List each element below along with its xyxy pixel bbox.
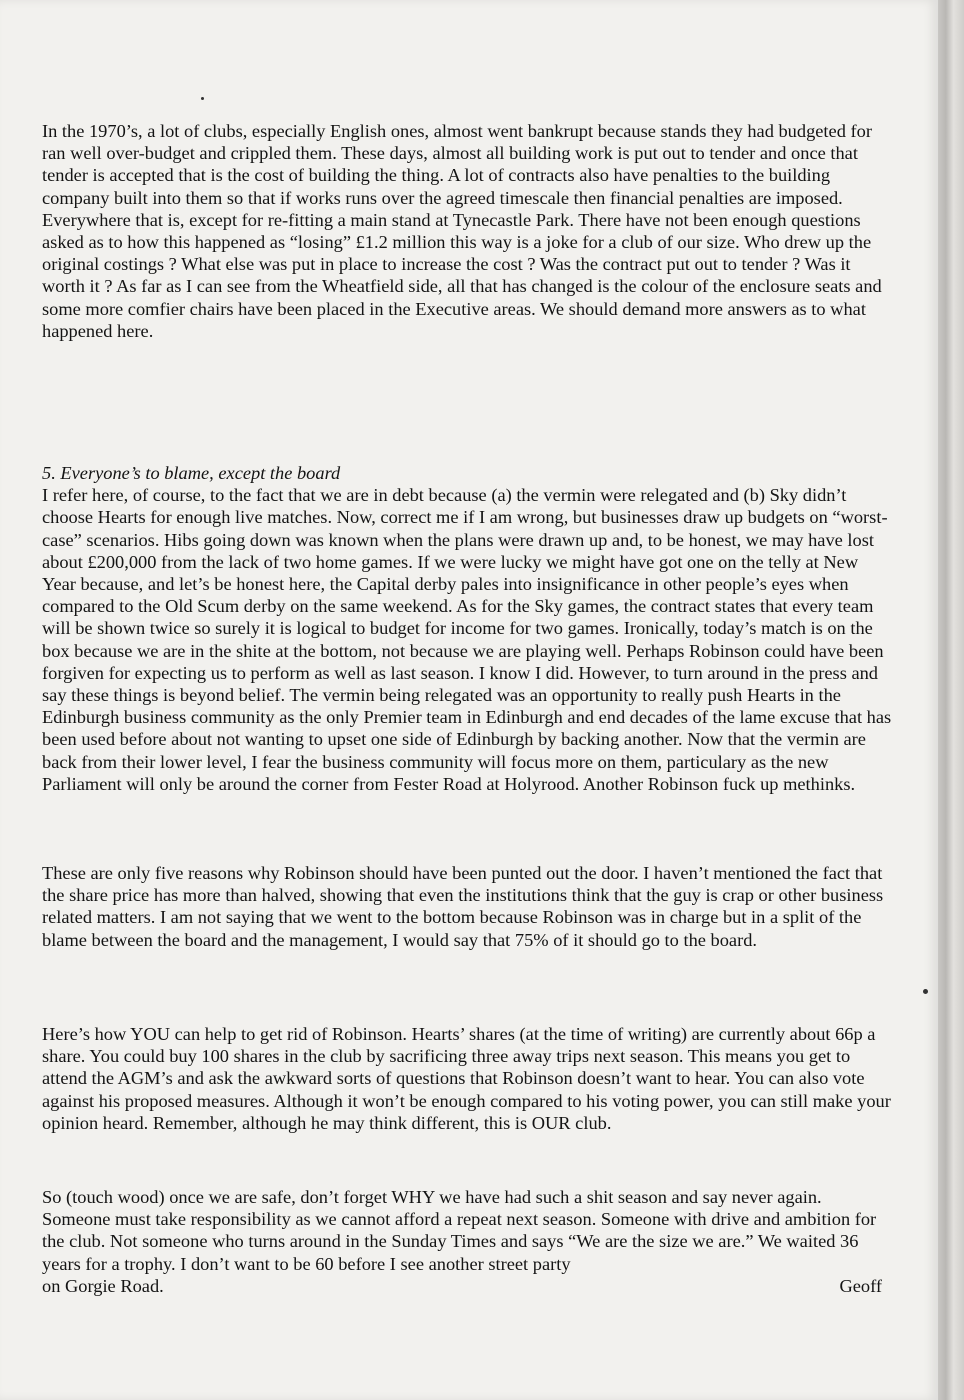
section-heading: 5. Everyone’s to blame, except the board bbox=[42, 463, 341, 483]
paragraph-closing bbox=[42, 1186, 892, 1297]
paragraph-five-reasons bbox=[42, 862, 892, 951]
author-signature: Geoff bbox=[839, 1275, 882, 1296]
paragraph-text: I refer here, of course, to the fact that we are in debt because (a) the vermin were relegated and (b) Sky didn’t choose Hearts for enough live matches. Now, correct me if I am wrong, but businesses draw up budgets on “worst-case” scenarios. Hibs going down was known when the plans were drawn up and, to be honest, we may have lost about £200,000 from the lack of two home games. If we were lucky we might have got one on the telly at New Year because, and let’s be honest here, the Capital derby pales into insignificance in other people’s eyes when compared to the Old Scum derby on the same weekend. As for the Sky games, the contract states that every team will be shown twice so surely it is logical to budget for income for two games. Ironically, today’s match is on the box because we are in the shite at the bottom, not because we are playing well. Perhaps Robinson could have been forgiven for expecting us to perform as well as last season. I know I did. However, to turn around in the press and say these things is beyond belief. The vermin being relegated was an opportunity to really push Hearts in the Edinburgh business community as the only Premier team in Edinburgh and end decades of the lame excuse that has been used before about not wanting to upset one side of Edinburgh by backing another. Now that the vermin are back from their lower level, I fear the business community will focus more on them, particulary as the new Parliament will only be around the corner from Fester Road at Holyrood. Another Robinson fuck up methinks. bbox=[42, 485, 892, 794]
paragraph-text: In the 1970’s, a lot of clubs, especially English ones, almost went bankrupt because stands they had budgeted for ran well over-budget and crippled them. These days, almost all building work is put out to tender and once that tender is accepted that is the cost of building the thing. A lot of contracts also have penalties to the building company built into them so that if works runs over the agreed timescale then financial penalties are imposed. Everywhere that is, except for re-fitting a main stand at Tynecastle Park. There have not been enough questions asked as to how this happened as “losing” £1.2 million this way is a joke for a club of our size. Who drew up the original costings ? What else was put in place to increase the cost ? Was the contract put out to tender ? Was it worth it ? As far as I can see from the Wheatfield side, all that has changed is the colour of the enclosure seats and some more comfier chairs have been placed in the Executive areas. We should demand more answers as to what happened here. bbox=[42, 121, 882, 341]
paragraph-stand-costs bbox=[42, 120, 892, 342]
paragraph-buy-shares bbox=[42, 1023, 892, 1134]
closing-line bbox=[42, 1275, 892, 1297]
speck-mark bbox=[923, 989, 928, 994]
section-everyone-to-blame bbox=[42, 462, 892, 795]
paragraph-text: Here’s how YOU can help to get rid of Robinson. Hearts’ shares (at the time of writing) are currently about 66p a share. You could buy 100 shares in the club by sacrificing three away trips next season. This means you get to attend the AGM’s and ask the awkward sorts of questions that Robinson doesn’t want to hear. You can also vote against his proposed measures. Although it won’t be enough compared to his voting power, you can still make your opinion heard. Remember, although he may think different, this is OUR club. bbox=[42, 1024, 891, 1133]
paragraph-text: These are only five reasons why Robinson should have been punted out the door. I haven’t mentioned the fact that the share price has more than halved, showing that even the institutions think that the guy is crap or other business related matters. I am not saying that we went to the bottom because Robinson was in charge but in a split of the blame between the board and the management, I would say that 75% of it should go to the board. bbox=[42, 863, 884, 950]
closing-text: on Gorgie Road. bbox=[42, 1275, 164, 1296]
speck-mark bbox=[201, 97, 204, 100]
paragraph-text: So (touch wood) once we are safe, don’t forget WHY we have had such a shit season and say never again. Someone must take responsibility as we cannot afford a repeat next season. Someone with drive and ambition for the club. Not someone who turns around in the Sunday Times and says “We are the size we are.” We waited 36 years for a trophy. I don’t want to be 60 before I see another street party bbox=[42, 1187, 877, 1274]
page-binding-edge bbox=[938, 0, 964, 1400]
